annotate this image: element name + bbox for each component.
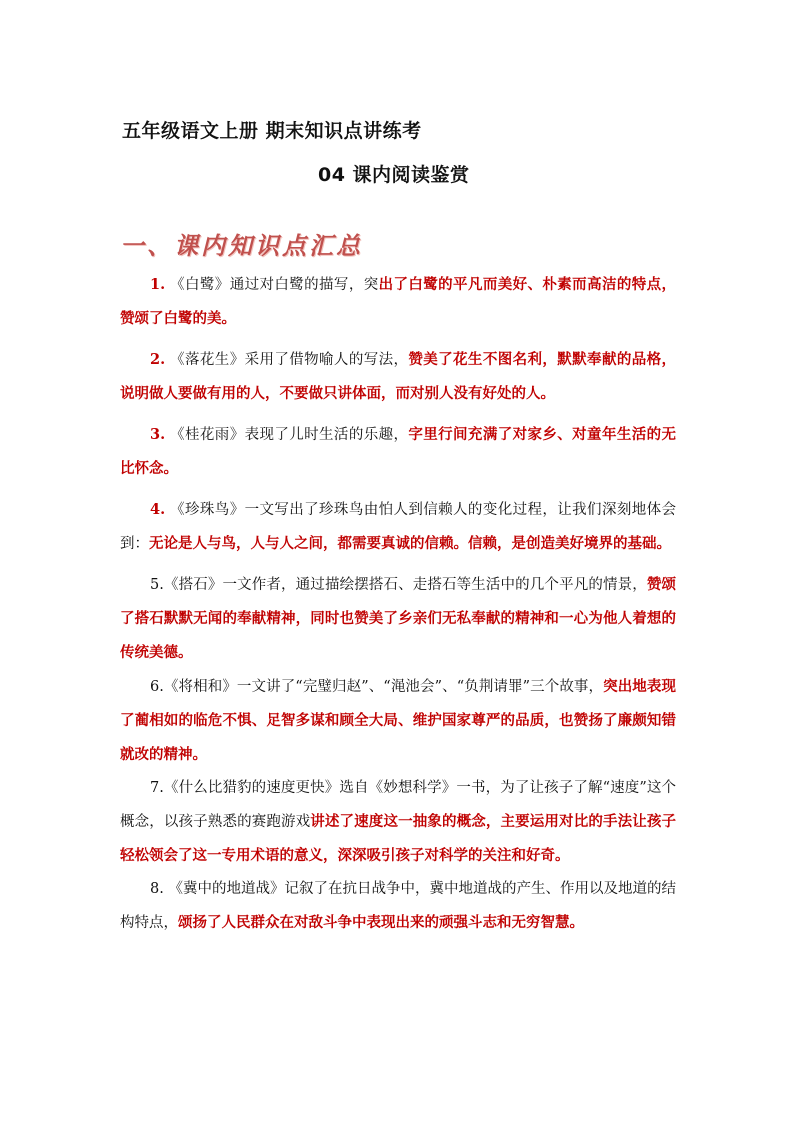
knowledge-list xyxy=(120,268,676,940)
document-subtitle: 04 课内阅读鉴赏 xyxy=(318,164,470,186)
item-text: 《将相和》一文讲了“完璧归赵”、“渑池会”、“负荆请罪”三个故事， xyxy=(163,679,604,695)
item-number: 8. xyxy=(150,881,164,897)
item-highlight: 赞颂了搭石默默无闻的奉献精神，同时也赞美了乡亲们无私奉献的精神和一心为他人着想的传统美德。 xyxy=(120,576,677,661)
list-item xyxy=(120,873,676,940)
item-number: 3. xyxy=(150,426,166,443)
item-highlight: 讲述了速度这一抽象的概念，主要运用对比的手法让孩子轻松领会了这一专用术语的意义，深深吸引孩子对科学的关注和好奇。 xyxy=(120,813,677,864)
list-item xyxy=(120,772,676,873)
item-highlight: 突出地表现了蔺相如的临危不惧、足智多谋和顾全大局、维护国家尊严的品质，也赞扬了廉颇知错就改的精神。 xyxy=(120,678,676,763)
list-item xyxy=(120,493,676,561)
item-highlight: 出了白鹭的平凡而美好、朴素而高洁的特点，赞颂了白鹭的美。 xyxy=(120,276,677,327)
item-highlight: 颂扬了人民群众在对敌斗争中表现出来的顽强斗志和无穷智慧。 xyxy=(178,914,584,931)
list-item xyxy=(120,568,676,670)
section-heading: 一、课内知识点汇总 xyxy=(120,231,363,260)
item-highlight: 字里行间充满了对家乡、对童年生活的无比怀念。 xyxy=(120,426,676,477)
item-text: 《什么比猎豹的速度更快》选自《妙想科学》一书，为了让孩子了解“速度”这个概念，以孩子熟悉的赛跑游戏 xyxy=(120,780,676,830)
item-number: 2. xyxy=(150,351,166,368)
item-text: 《搭石》一文作者，通过描绘摆搭石、走搭石等生活中的几个平凡的情景， xyxy=(163,577,647,593)
item-text: 《珍珠鸟》一文写出了珍珠鸟由怕人到信赖人的变化过程，让我们深刻地体会到： xyxy=(120,502,676,552)
list-item xyxy=(120,343,676,411)
item-highlight: 赞美了花生不图名利，默默奉献的品格，说明做人要做有用的人，不要做只讲体面，而对别人没有好处的人。 xyxy=(120,351,676,402)
item-number: 4. xyxy=(150,501,166,518)
item-text: 《落花生》采用了借物喻人的写法， xyxy=(170,352,409,368)
item-number: 6. xyxy=(150,679,164,695)
item-number: 5. xyxy=(150,577,164,593)
item-highlight: 无论是人与鸟，人与人之间，都需要真诚的信赖。信赖，是创造美好境界的基础。 xyxy=(149,535,671,552)
item-text: 《白鹭》通过对白鹭的描写，突 xyxy=(170,277,379,293)
item-text: 《冀中的地道战》记叙了在抗日战争中，冀中地道战的产生、作用以及地道的结构特点， xyxy=(120,881,677,931)
list-item xyxy=(120,670,676,772)
item-text: 《桂花雨》表现了儿时生活的乐趣， xyxy=(170,427,409,443)
list-item xyxy=(120,268,676,336)
list-item xyxy=(120,418,676,486)
document-title: 五年级语文上册 期末知识点讲练考 xyxy=(122,120,422,142)
item-number: 7. xyxy=(150,780,164,796)
item-number: 1. xyxy=(150,276,166,293)
